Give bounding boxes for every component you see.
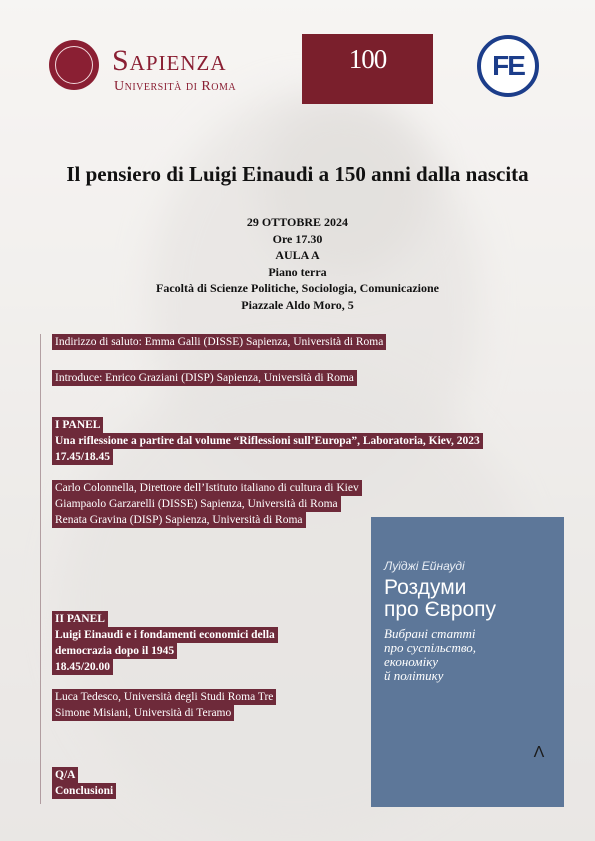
book-title-line: про Європу — [384, 598, 497, 621]
panel2-speaker: Simone Misiani, Università di Teramo — [52, 705, 234, 721]
fe-logo-icon: FE — [477, 35, 539, 97]
panel2-speakers — [52, 689, 276, 721]
closing — [52, 767, 116, 799]
greeting-text: Indirizzo di saluto: Emma Galli (DISSE) Sapienza, Università di Roma — [52, 334, 386, 350]
panel1-speakers — [52, 480, 362, 528]
event-time: Ore 17.30 — [272, 231, 323, 246]
book-title — [384, 577, 496, 621]
conclusion-label: Conclusioni — [52, 783, 116, 799]
sapienza-seal-icon — [49, 40, 99, 90]
panel1-label: I PANEL — [52, 417, 103, 433]
book-subtitle-line: про суспільство, — [384, 640, 477, 655]
university-subtitle: Università di Roma — [114, 79, 237, 94]
panel2-topic: Luigi Einaudi e i fondamenti economici della — [52, 627, 278, 643]
event-floor: Piano terra — [268, 264, 327, 279]
divider-line — [40, 334, 41, 804]
event-faculty: Facoltà di Scienze Politiche, Sociologia, Comunicazione — [156, 281, 439, 295]
panel2 — [52, 611, 278, 675]
book-subtitle-line: економіку — [384, 654, 439, 669]
header — [0, 34, 595, 114]
panel2-speaker: Luca Tedesco, Università degli Studi Roma Tre — [52, 689, 276, 705]
intro-text: Introduce: Enrico Graziani (DISP) Sapienza, Università di Roma — [52, 370, 357, 386]
anniversary-number: 100 — [348, 44, 387, 74]
panel2-topic: democrazia dopo il 1945 — [52, 643, 177, 659]
book-subtitle-line: й політику — [384, 668, 444, 683]
book-title-line: Роздуми — [384, 576, 467, 599]
panel1-topic: Una riflessione a partire dal volume “Riflessioni sull’Europa”, Laboratoria, Kiev, 2023 — [52, 433, 483, 449]
panel1-speaker: Giampaolo Garzarelli (DISSE) Sapienza, Università di Roma — [52, 496, 341, 512]
intro-line — [52, 370, 357, 386]
panel2-time: 18.45/20.00 — [52, 659, 113, 675]
panel1-time: 17.45/18.45 — [52, 449, 113, 465]
panel2-label: II PANEL — [52, 611, 108, 627]
panel1 — [52, 417, 483, 465]
event-room: AULA A — [275, 248, 320, 262]
event-address: Piazzale Aldo Moro, 5 — [241, 297, 354, 312]
page-title: Il pensiero di Luigi Einaudi a 150 anni dalla nascita — [66, 162, 529, 186]
publisher-logo-icon: Λ — [533, 744, 545, 761]
book-subtitle-line: Вибрані статті — [384, 626, 476, 641]
anniversary-logo — [302, 34, 433, 104]
book-author: Луїджі Ейнауді — [384, 559, 465, 573]
greeting-line — [52, 334, 386, 350]
event-details — [0, 214, 595, 313]
university-name: Sapienza — [112, 44, 227, 77]
event-date: 29 OTTOBRE 2024 — [246, 215, 349, 229]
book-cover — [371, 517, 564, 807]
panel1-speaker: Carlo Colonnella, Direttore dell’Istituto italiano di cultura di Kiev — [52, 480, 362, 496]
panel1-speaker: Renata Gravina (DISP) Sapienza, Università di Roma — [52, 512, 306, 528]
book-subtitle — [384, 627, 476, 683]
qa-label: Q/A — [52, 767, 78, 783]
